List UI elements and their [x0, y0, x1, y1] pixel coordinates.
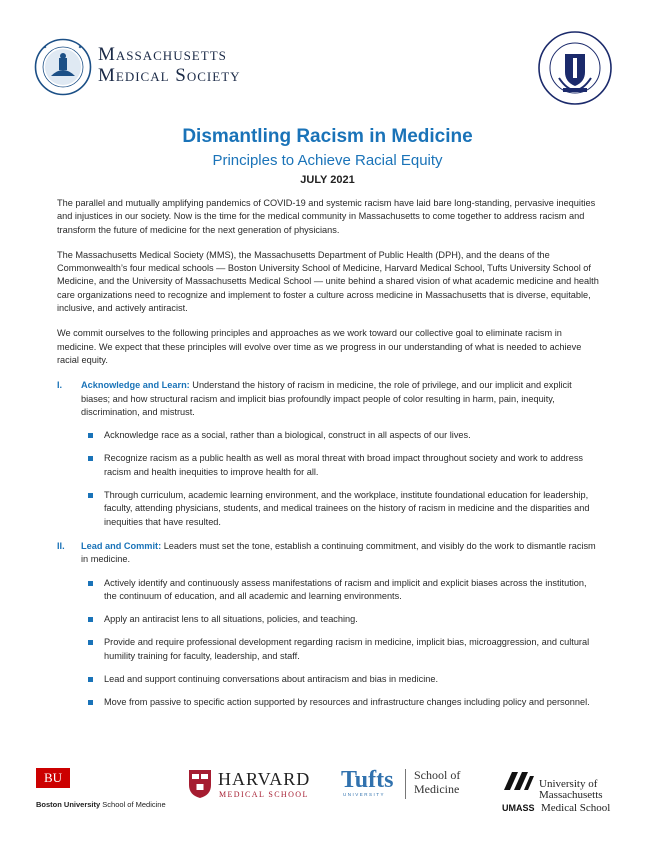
- list-item: [88, 696, 599, 709]
- bu-school-name: [36, 800, 166, 809]
- section-text: Leaders must set the tone, establish a continuing commitment, and visibly do the work to dismantle racism in medicine.: [81, 540, 596, 565]
- mms-wordmark: [98, 44, 241, 86]
- list-item: [88, 452, 599, 479]
- section-1-bullets: [57, 429, 599, 529]
- bu-mark: BU: [36, 768, 70, 788]
- tufts-university-label: UNIVERSITY: [343, 792, 386, 797]
- bullet-square-icon: [88, 700, 93, 705]
- document-subtitle: Principles to Achieve Racial Equity: [212, 152, 443, 169]
- harvard-wordmark: HARVARD: [218, 769, 311, 789]
- bullet-square-icon: [88, 617, 93, 622]
- principle-section-2: [57, 540, 599, 567]
- tufts-school-name: [414, 768, 460, 796]
- principle-section-1: [57, 379, 599, 419]
- harvard-shield-icon: [188, 769, 212, 799]
- bullet-square-icon: [88, 433, 93, 438]
- dph-seal-logo: [537, 30, 613, 106]
- section-number: I.: [57, 380, 63, 391]
- intro-paragraph-3: We commit ourselves to the following principles and approaches as we work toward our collective goal to eliminate racism in medicine. We expect that these principles will evolve over time as we progress in our understanding of what is needed to achieve racial equity.: [57, 328, 582, 365]
- tufts-school-line2: Medicine: [414, 782, 460, 796]
- umass-line2: Massachusetts: [539, 789, 603, 801]
- bullet-text: Lead and support continuing conversations about antiracism and bias in medicine.: [104, 674, 439, 685]
- bullet-text: Acknowledge race as a social, rather than a biological, construct in all aspects of our lives.: [104, 430, 471, 441]
- bullet-square-icon: [88, 640, 93, 645]
- bu-name-rest: School of Medicine: [100, 800, 166, 809]
- umass-school-name: Medical School: [541, 802, 611, 814]
- tufts-school-line1: School of: [414, 768, 461, 782]
- mms-seal-logo: [34, 38, 92, 96]
- bullet-square-icon: [88, 456, 93, 461]
- mms-wordmark-line1: Massachusetts: [98, 44, 227, 65]
- document-body: [57, 197, 599, 721]
- section-heading: Acknowledge and Learn:: [81, 380, 190, 391]
- bullet-text: Recognize racism as a public health as well as moral threat with broad impact throughout society and work to address racism and health inequities to improve health for all.: [104, 453, 584, 477]
- bu-name-bold: Boston University: [36, 800, 101, 809]
- bullet-text: Apply an antiracist lens to all situations, policies, and teaching.: [104, 614, 358, 625]
- umass-name: [539, 779, 603, 801]
- list-item: [88, 429, 599, 442]
- section-2-bullets: [57, 577, 599, 710]
- bullet-square-icon: [88, 581, 93, 586]
- list-item: [88, 673, 599, 686]
- list-item: [88, 613, 599, 626]
- umass-line1: University of: [539, 778, 598, 790]
- bullet-text: Through curriculum, academic learning environment, and the workplace, institute foundational education for leadership, faculty, attending physicians, students, and medical trainees on the history of racism in medicine and the disparities and inequities that have resulted.: [104, 490, 590, 527]
- section-text: Understand the history of racism in medicine, the role of privilege, and our implicit and explicit biases; and how structural racism and implicit bias profoundly impact people of color resulting in harm, pain, inequity, discrimination, and mistrust.: [81, 380, 572, 417]
- list-item: [88, 636, 599, 663]
- harvard-subtitle: MEDICAL SCHOOL: [219, 790, 309, 799]
- document-title: Dismantling Racism in Medicine: [182, 126, 473, 147]
- intro-paragraph-2: The Massachusetts Medical Society (MMS), the Massachusetts Department of Public Health (DPH), and the deans of the Commonwealth’s four medical schools — Boston University School of Medicine, Harvard Medical School, Tufts University School of Medicine, and the University of Massachusetts Medical School — unite behind a shared vision of what academic medicine and health care organizations need to recognize and implement to foster a culture across medicine in Massachusetts that is diverse, equitable, inclusive, and actively antiracist.: [57, 249, 599, 314]
- list-item: [88, 489, 599, 529]
- umass-wordmark: UMASS: [502, 803, 535, 813]
- section-number: II.: [57, 540, 65, 551]
- mms-wordmark-line2: Medical Society: [98, 65, 241, 86]
- bu-logo: [36, 768, 166, 809]
- list-item: [88, 577, 599, 604]
- bullet-text: Move from passive to specific action supported by resources and infrastructure changes including policy and personnel.: [104, 697, 590, 708]
- section-heading: Lead and Commit:: [81, 540, 162, 551]
- bullet-text: Provide and require professional development regarding racism in medicine, implicit bias, microaggression, and cultural humility training for faculty, leadership, and staff.: [104, 637, 590, 661]
- document-date: JULY 2021: [300, 174, 355, 186]
- umass-mark-icon: [502, 770, 536, 792]
- bullet-square-icon: [88, 677, 93, 682]
- intro-paragraph-1: The parallel and mutually amplifying pandemics of COVID-19 and systemic racism have laid bare long-standing, pervasive inequities and injustices in our society. Now is the time for the medical community in Massachusetts to come together to address racism and transform the future of medicine for the next generation of physicians.: [57, 198, 596, 235]
- tufts-divider: [405, 769, 406, 799]
- bullet-text: Actively identify and continuously assess manifestations of racism and implicit and explicit biases across the institution, the continuum of education, and all academic and learning environments.: [104, 577, 587, 601]
- bullet-square-icon: [88, 493, 93, 498]
- tufts-wordmark: Tufts: [341, 767, 394, 793]
- title-block: [0, 126, 655, 187]
